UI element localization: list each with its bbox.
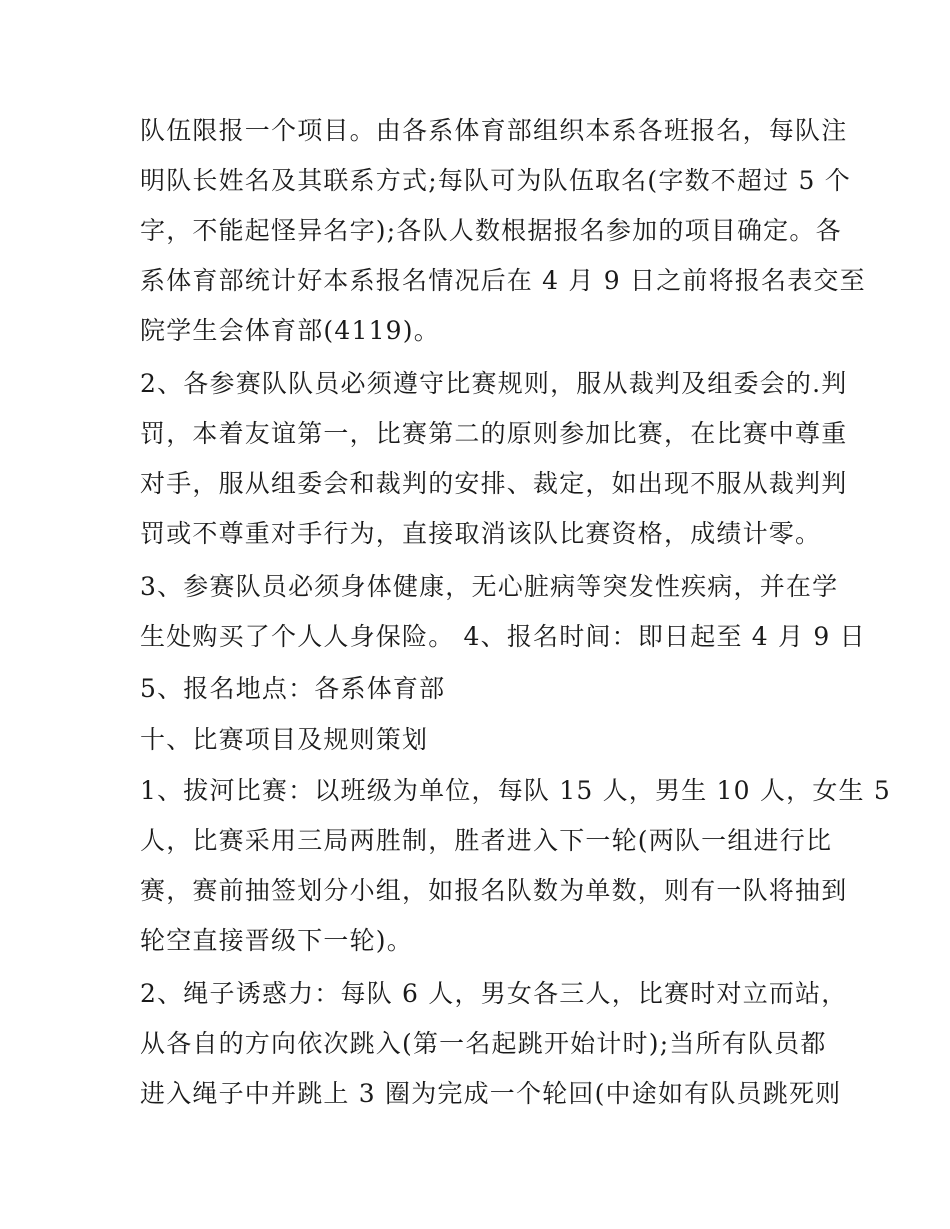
text-line: 赛，赛前抽签划分小组，如报名队数为单数，则有一队将抽到 [140, 876, 848, 905]
text-line: 罚，本着友谊第一，比赛第二的原则参加比赛，在比赛中尊重 [140, 419, 848, 448]
text-line: 2、各参赛队队员必须遵守比赛规则，服从裁判及组委会的.判 [140, 369, 848, 398]
text-line: 对手，服从组委会和裁判的安排、裁定，如出现不服从裁判判 [140, 469, 848, 498]
text-line: 轮空直接晋级下一轮)。 [140, 926, 413, 955]
text-line: 字，不能起怪异名字);各队人数根据报名参加的项目确定。各 [140, 216, 842, 245]
text-line: 人，比赛采用三局两胜制，胜者进入下一轮(两队一组进行比 [140, 826, 833, 855]
text-line: 1、拔河比赛：以班级为单位，每队 15 人，男生 10 人，女生 5 [140, 776, 891, 805]
text-line: 院学生会体育部(4119)。 [140, 316, 440, 345]
text-line: 十、比赛项目及规则策划 [140, 725, 429, 754]
text-line: 系体育部统计好本系报名情况后在 4 月 9 日之前将报名表交至 [140, 266, 866, 295]
text-line: 生处购买了个人人身保险。 4、报名时间：即日起至 4 月 9 日 [140, 622, 866, 651]
text-line: 罚或不尊重对手行为，直接取消该队比赛资格，成绩计零。 [140, 519, 822, 548]
text-line: 从各自的方向依次跳入(第一名起跳开始计时);当所有队员都 [140, 1029, 827, 1058]
text-line: 2、绳子诱惑力：每队 6 人，男女各三人，比赛时对立而站， [140, 979, 848, 1008]
text-line: 5、报名地点：各系体育部 [140, 674, 446, 703]
text-line: 3、参赛队员必须身体健康，无心脏病等突发性疾病，并在学 [140, 572, 839, 601]
text-line: 明队长姓名及其联系方式;每队可为队伍取名(字数不超过 5 个 [140, 166, 851, 195]
text-line: 队伍限报一个项目。由各系体育部组织本系各班报名，每队注 [140, 116, 848, 145]
text-line: 进入绳子中并跳上 3 圈为完成一个轮回(中途如有队员跳死则 [140, 1079, 842, 1108]
